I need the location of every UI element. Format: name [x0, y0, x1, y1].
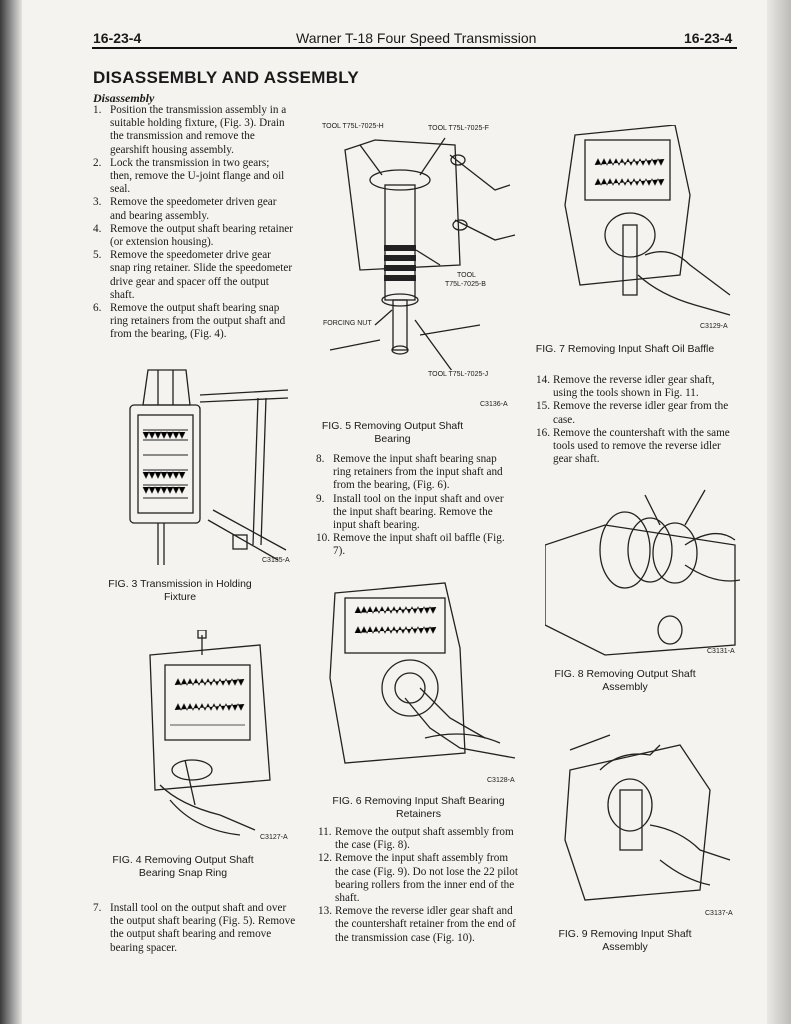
fig5-illustration — [320, 135, 520, 370]
fig5-label-tool-b1: TOOL — [457, 272, 476, 279]
section-title: DISASSEMBLY AND ASSEMBLY — [93, 68, 360, 87]
fig3-illustration — [118, 360, 298, 570]
list-item: 3. Remove the speedometer driven gear and bearing assembly. — [93, 196, 277, 222]
fig5-label-tool-f: TOOL T75L-7025-F — [428, 125, 489, 132]
fig7-code: C3129-A — [700, 323, 728, 330]
steps-list-col2a — [316, 453, 516, 559]
list-item: 15. Remove the reverse idler gear from the case. — [536, 400, 729, 426]
fig8-illustration — [545, 485, 740, 660]
list-item: 9. Install tool on the input shaft and over the input shaft bearing. Remove the input shaft bearing. — [316, 492, 504, 532]
list-item: 5. Remove the speedometer drive gear snap ring retainer. Slide the speedometer drive gear and spacer off the output shaft. — [93, 249, 293, 301]
fig7-illustration — [560, 125, 735, 325]
fig5-caption: FIG. 5 Removing Output Shaft Bearing — [321, 420, 464, 445]
list-item: 16. Remove the countershaft with the same tools used to remove the reverse idler gear shaft. — [536, 426, 730, 466]
fig5-label-tool-j: TOOL T75L-7025-J — [428, 371, 489, 378]
fig9-illustration — [560, 730, 735, 910]
fig3-caption: FIG. 3 Transmission in Holding Fixture — [108, 578, 252, 603]
fig6-code: C3128-A — [487, 777, 515, 784]
list-item: 14. Remove the reverse idler gear shaft, using the tools shown in Fig. 11. — [536, 374, 715, 400]
list-item: 6. Remove the output shaft bearing snap ring retainers from the output shaft and from the bearing, (Fig. 4). — [93, 302, 286, 341]
list-item: 10. Remove the input shaft oil baffle (Fig. 7). — [316, 532, 505, 558]
list-item: 12. Remove the input shaft assembly from the case (Fig. 9). Do not lose the 22 pilot bearing rollers from the inner end of the shaft. — [318, 852, 519, 905]
list-item: 7. Install tool on the output shaft and over the output shaft bearing (Fig. 5). Remove the output shaft bearing and remove bearing spacer. — [93, 902, 296, 954]
fig3-code: C3135-A — [262, 557, 290, 564]
fig5-label-tool-h: TOOL T75L-7025-H — [322, 123, 384, 130]
steps-list-col2b — [318, 826, 518, 945]
page-number-left: 16-23-4 — [93, 30, 142, 46]
steps-list-col3 — [536, 374, 739, 466]
page-number-right: 16-23-4 — [684, 30, 733, 46]
fig4-illustration — [140, 630, 290, 840]
steps-list-col1-b — [93, 902, 298, 955]
list-item: 13. Remove the reverse idler gear shaft and the countershaft retainer from the end of the transmission case (Fig. 10). — [318, 905, 516, 944]
subsection-title: Disassembly — [93, 91, 155, 105]
page-binding-shadow — [0, 0, 22, 1024]
list-item: 4. Remove the output shaft bearing retainer (or extension housing). — [93, 222, 293, 249]
list-item: 1. Position the transmission assembly in a suitable holding fixture, (Fig. 3). Drain the transmission and remove the gearshift housing assembly. — [93, 104, 287, 156]
list-item: 11. Remove the output shaft assembly from the case (Fig. 8). — [318, 826, 514, 852]
fig8-code: C3131-A — [707, 648, 735, 655]
steps-list-col1 — [93, 104, 293, 342]
fig6-caption: FIG. 6 Removing Input Shaft Bearing Retainers — [332, 795, 505, 820]
header-rule — [92, 47, 737, 49]
page-edge-shadow — [767, 0, 791, 1024]
list-item: 8. Remove the input shaft bearing snap ring retainers from the input shaft and from the bearing, (Fig. 6). — [316, 453, 503, 492]
fig8-caption: FIG. 8 Removing Output Shaft Assembly — [554, 668, 696, 693]
fig4-caption: FIG. 4 Removing Output Shaft Bearing Snap Ring — [112, 854, 254, 879]
fig5-code: C3136-A — [480, 401, 508, 408]
fig7-caption: FIG. 7 Removing Input Shaft Oil Baffle — [535, 343, 715, 355]
fig4-code: C3127-A — [260, 834, 288, 841]
list-item: 2. Lock the transmission in two gears; then, remove the U-joint flange and oil seal. — [93, 156, 285, 196]
running-title: Warner T-18 Four Speed Transmission — [296, 30, 537, 46]
fig5-label-forcing-nut: FORCING NUT — [323, 320, 372, 327]
fig5-label-tool-b2: T75L-7025-B — [445, 281, 486, 288]
fig6-illustration — [325, 578, 520, 778]
fig9-code: C3137-A — [705, 910, 733, 917]
fig9-caption: FIG. 9 Removing Input Shaft Assembly — [558, 928, 692, 953]
